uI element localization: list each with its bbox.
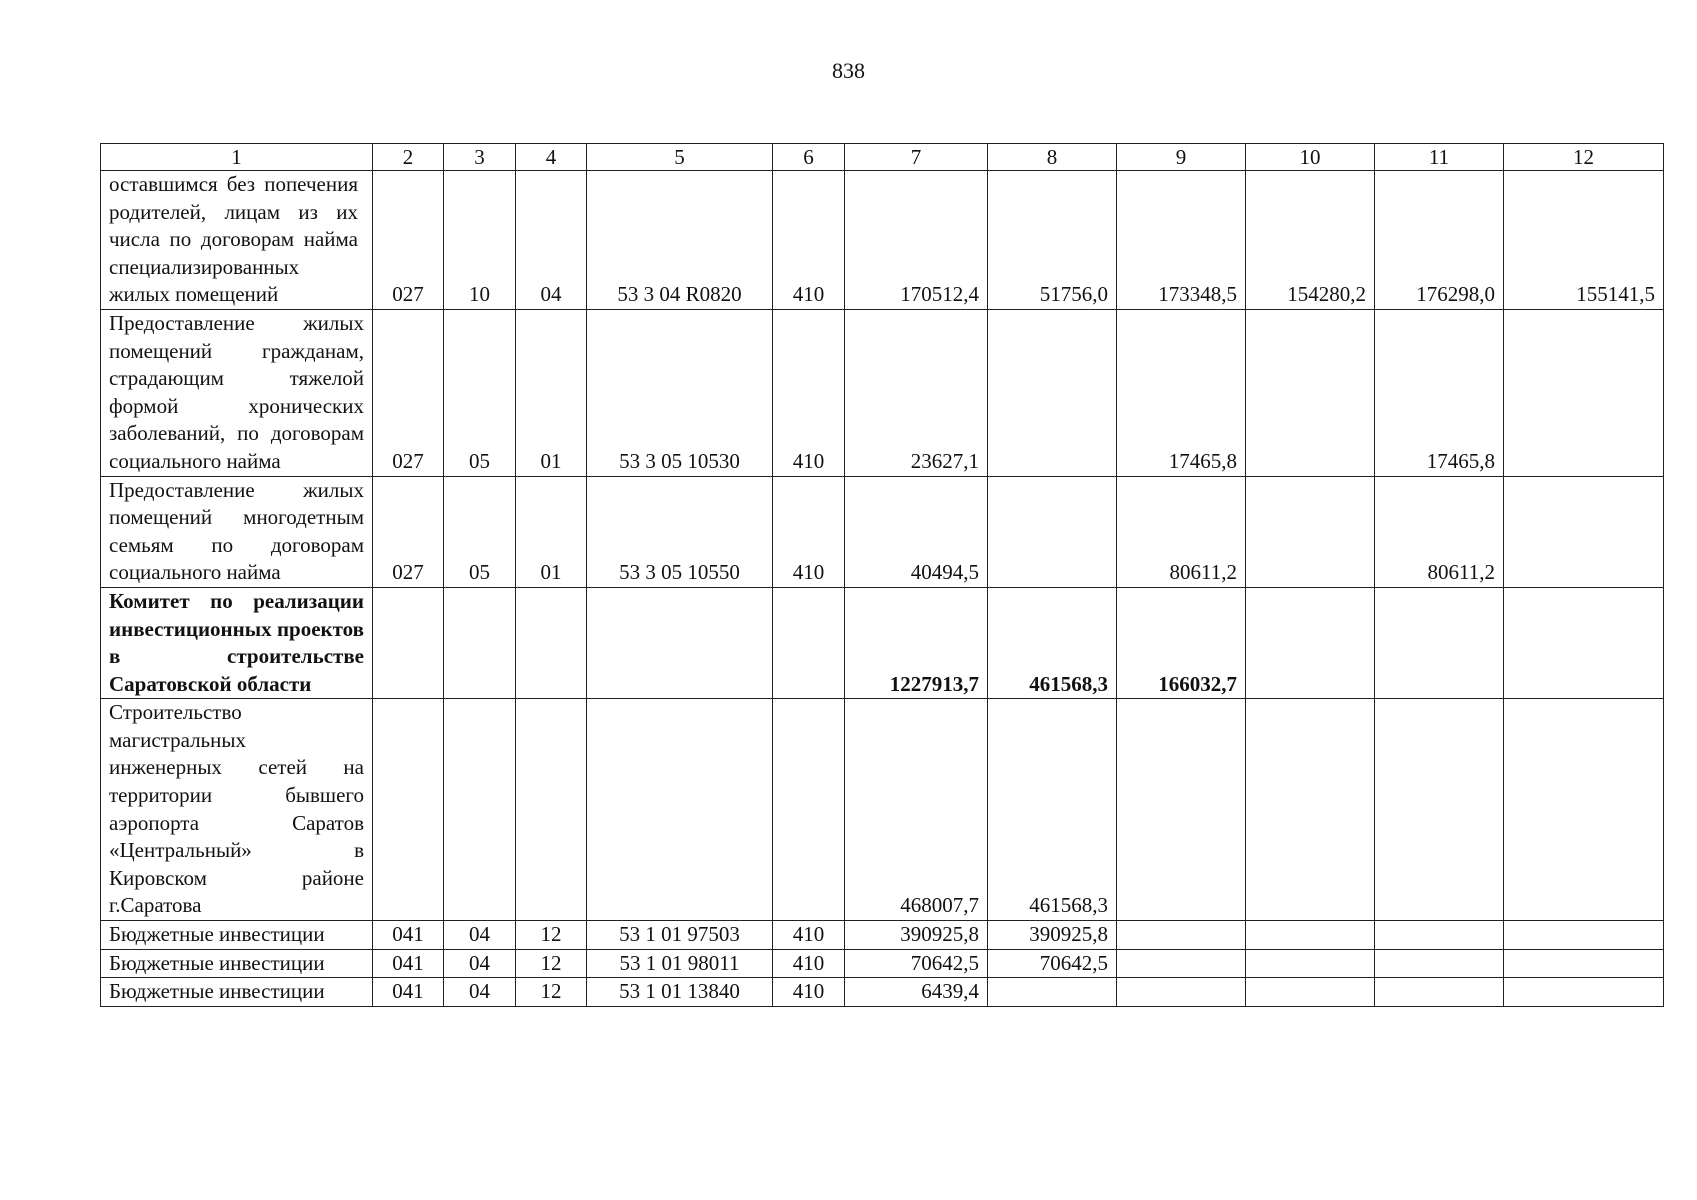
cell-col9 [1117,949,1246,978]
cell-col11: 17465,8 [1375,309,1504,476]
cell-col12 [1504,587,1664,698]
cell-col7: 40494,5 [845,476,988,587]
cell-col11: 80611,2 [1375,476,1504,587]
cell-target-code: 53 1 01 97503 [587,921,773,950]
cell-col12 [1504,476,1664,587]
cell-col7: 468007,7 [845,699,988,921]
cell-col12 [1504,921,1664,950]
row-name: Предоставление жилых помещений многодетным семьям по договорам социального найма [101,476,373,587]
cell-admin-code: 027 [373,476,444,587]
cell-col9 [1117,978,1246,1007]
cell-col8 [988,476,1117,587]
cell-col9: 166032,7 [1117,587,1246,698]
cell-section: 05 [444,309,516,476]
cell-col9: 173348,5 [1117,171,1246,310]
table-row [101,476,1664,587]
page-number: 838 [832,58,865,83]
cell-col10 [1246,978,1375,1007]
row-name: Бюджетные инвестиции [101,978,373,1007]
table-row [101,309,1664,476]
cell-subsection: 01 [516,476,587,587]
cell-section: 04 [444,921,516,950]
cell-col12 [1504,978,1664,1007]
cell-section [444,587,516,698]
row-name: Бюджетные инвестиции [101,921,373,950]
cell-col10: 154280,2 [1246,171,1375,310]
cell-expense-type: 410 [773,309,845,476]
cell-admin-code: 027 [373,309,444,476]
cell-col9: 17465,8 [1117,309,1246,476]
cell-target-code: 53 1 01 98011 [587,949,773,978]
row-name: оставшимся без попечения родителей, лицам из их числа по договорам найма специализированных жилых помещений [101,171,373,310]
cell-col8: 390925,8 [988,921,1117,950]
cell-col7: 6439,4 [845,978,988,1007]
cell-col8: 70642,5 [988,949,1117,978]
cell-col7: 1227913,7 [845,587,988,698]
table-row [101,978,1664,1007]
budget-table [100,143,1664,1007]
column-header: 9 [1117,144,1246,171]
cell-subsection: 04 [516,171,587,310]
cell-col8: 461568,3 [988,587,1117,698]
cell-subsection: 12 [516,978,587,1007]
row-name: Бюджетные инвестиции [101,949,373,978]
table-header-row [101,144,1664,171]
cell-col7: 23627,1 [845,309,988,476]
cell-col11: 176298,0 [1375,171,1504,310]
cell-subsection [516,699,587,921]
table-row [101,171,1664,310]
table-row [101,949,1664,978]
row-name: Строительство магистральных инженерных сетей на территории бывшего аэропорта Саратов «Центральный» в Кировском районе г.Саратова [101,699,373,921]
cell-col10 [1246,949,1375,978]
column-header: 6 [773,144,845,171]
cell-target-code [587,699,773,921]
cell-col10 [1246,476,1375,587]
cell-subsection [516,587,587,698]
cell-admin-code [373,699,444,921]
cell-col10 [1246,587,1375,698]
cell-target-code: 53 3 04 R0820 [587,171,773,310]
cell-expense-type: 410 [773,978,845,1007]
cell-col9 [1117,699,1246,921]
cell-target-code: 53 3 05 10530 [587,309,773,476]
column-header: 1 [101,144,373,171]
cell-expense-type [773,587,845,698]
row-name: Комитет по реализации инвестиционных проектов в строительстве Саратовской области [101,587,373,698]
cell-col7: 170512,4 [845,171,988,310]
cell-col11 [1375,699,1504,921]
cell-expense-type: 410 [773,171,845,310]
cell-col8 [988,978,1117,1007]
column-header: 5 [587,144,773,171]
cell-admin-code: 027 [373,171,444,310]
cell-target-code: 53 3 05 10550 [587,476,773,587]
cell-expense-type: 410 [773,949,845,978]
column-header: 11 [1375,144,1504,171]
cell-expense-type: 410 [773,921,845,950]
cell-section: 04 [444,949,516,978]
cell-section: 10 [444,171,516,310]
cell-section [444,699,516,921]
cell-col12 [1504,699,1664,921]
cell-expense-type [773,699,845,921]
column-header: 2 [373,144,444,171]
cell-target-code [587,587,773,698]
cell-col12: 155141,5 [1504,171,1664,310]
cell-col11 [1375,921,1504,950]
column-header: 7 [845,144,988,171]
cell-col11 [1375,949,1504,978]
column-header: 8 [988,144,1117,171]
cell-subsection: 12 [516,921,587,950]
column-header: 10 [1246,144,1375,171]
cell-col10 [1246,309,1375,476]
cell-subsection: 01 [516,309,587,476]
table-row [101,699,1664,921]
cell-expense-type: 410 [773,476,845,587]
column-header: 3 [444,144,516,171]
cell-admin-code: 041 [373,978,444,1007]
cell-col8: 461568,3 [988,699,1117,921]
cell-admin-code: 041 [373,921,444,950]
cell-section: 04 [444,978,516,1007]
cell-admin-code: 041 [373,949,444,978]
cell-subsection: 12 [516,949,587,978]
table-row-section-heading [101,587,1664,698]
cell-col11 [1375,587,1504,698]
cell-target-code: 53 1 01 13840 [587,978,773,1007]
row-name: Предоставление жилых помещений гражданам, страдающим тяжелой формой хронических заболеваний, по договорам социального найма [101,309,373,476]
cell-section: 05 [444,476,516,587]
cell-col12 [1504,309,1664,476]
cell-col9: 80611,2 [1117,476,1246,587]
cell-col10 [1246,699,1375,921]
cell-col10 [1246,921,1375,950]
cell-col8 [988,309,1117,476]
cell-admin-code [373,587,444,698]
cell-col8: 51756,0 [988,171,1117,310]
column-header: 4 [516,144,587,171]
column-header: 12 [1504,144,1664,171]
cell-col11 [1375,978,1504,1007]
table-row [101,921,1664,950]
cell-col9 [1117,921,1246,950]
cell-col12 [1504,949,1664,978]
cell-col7: 70642,5 [845,949,988,978]
cell-col7: 390925,8 [845,921,988,950]
